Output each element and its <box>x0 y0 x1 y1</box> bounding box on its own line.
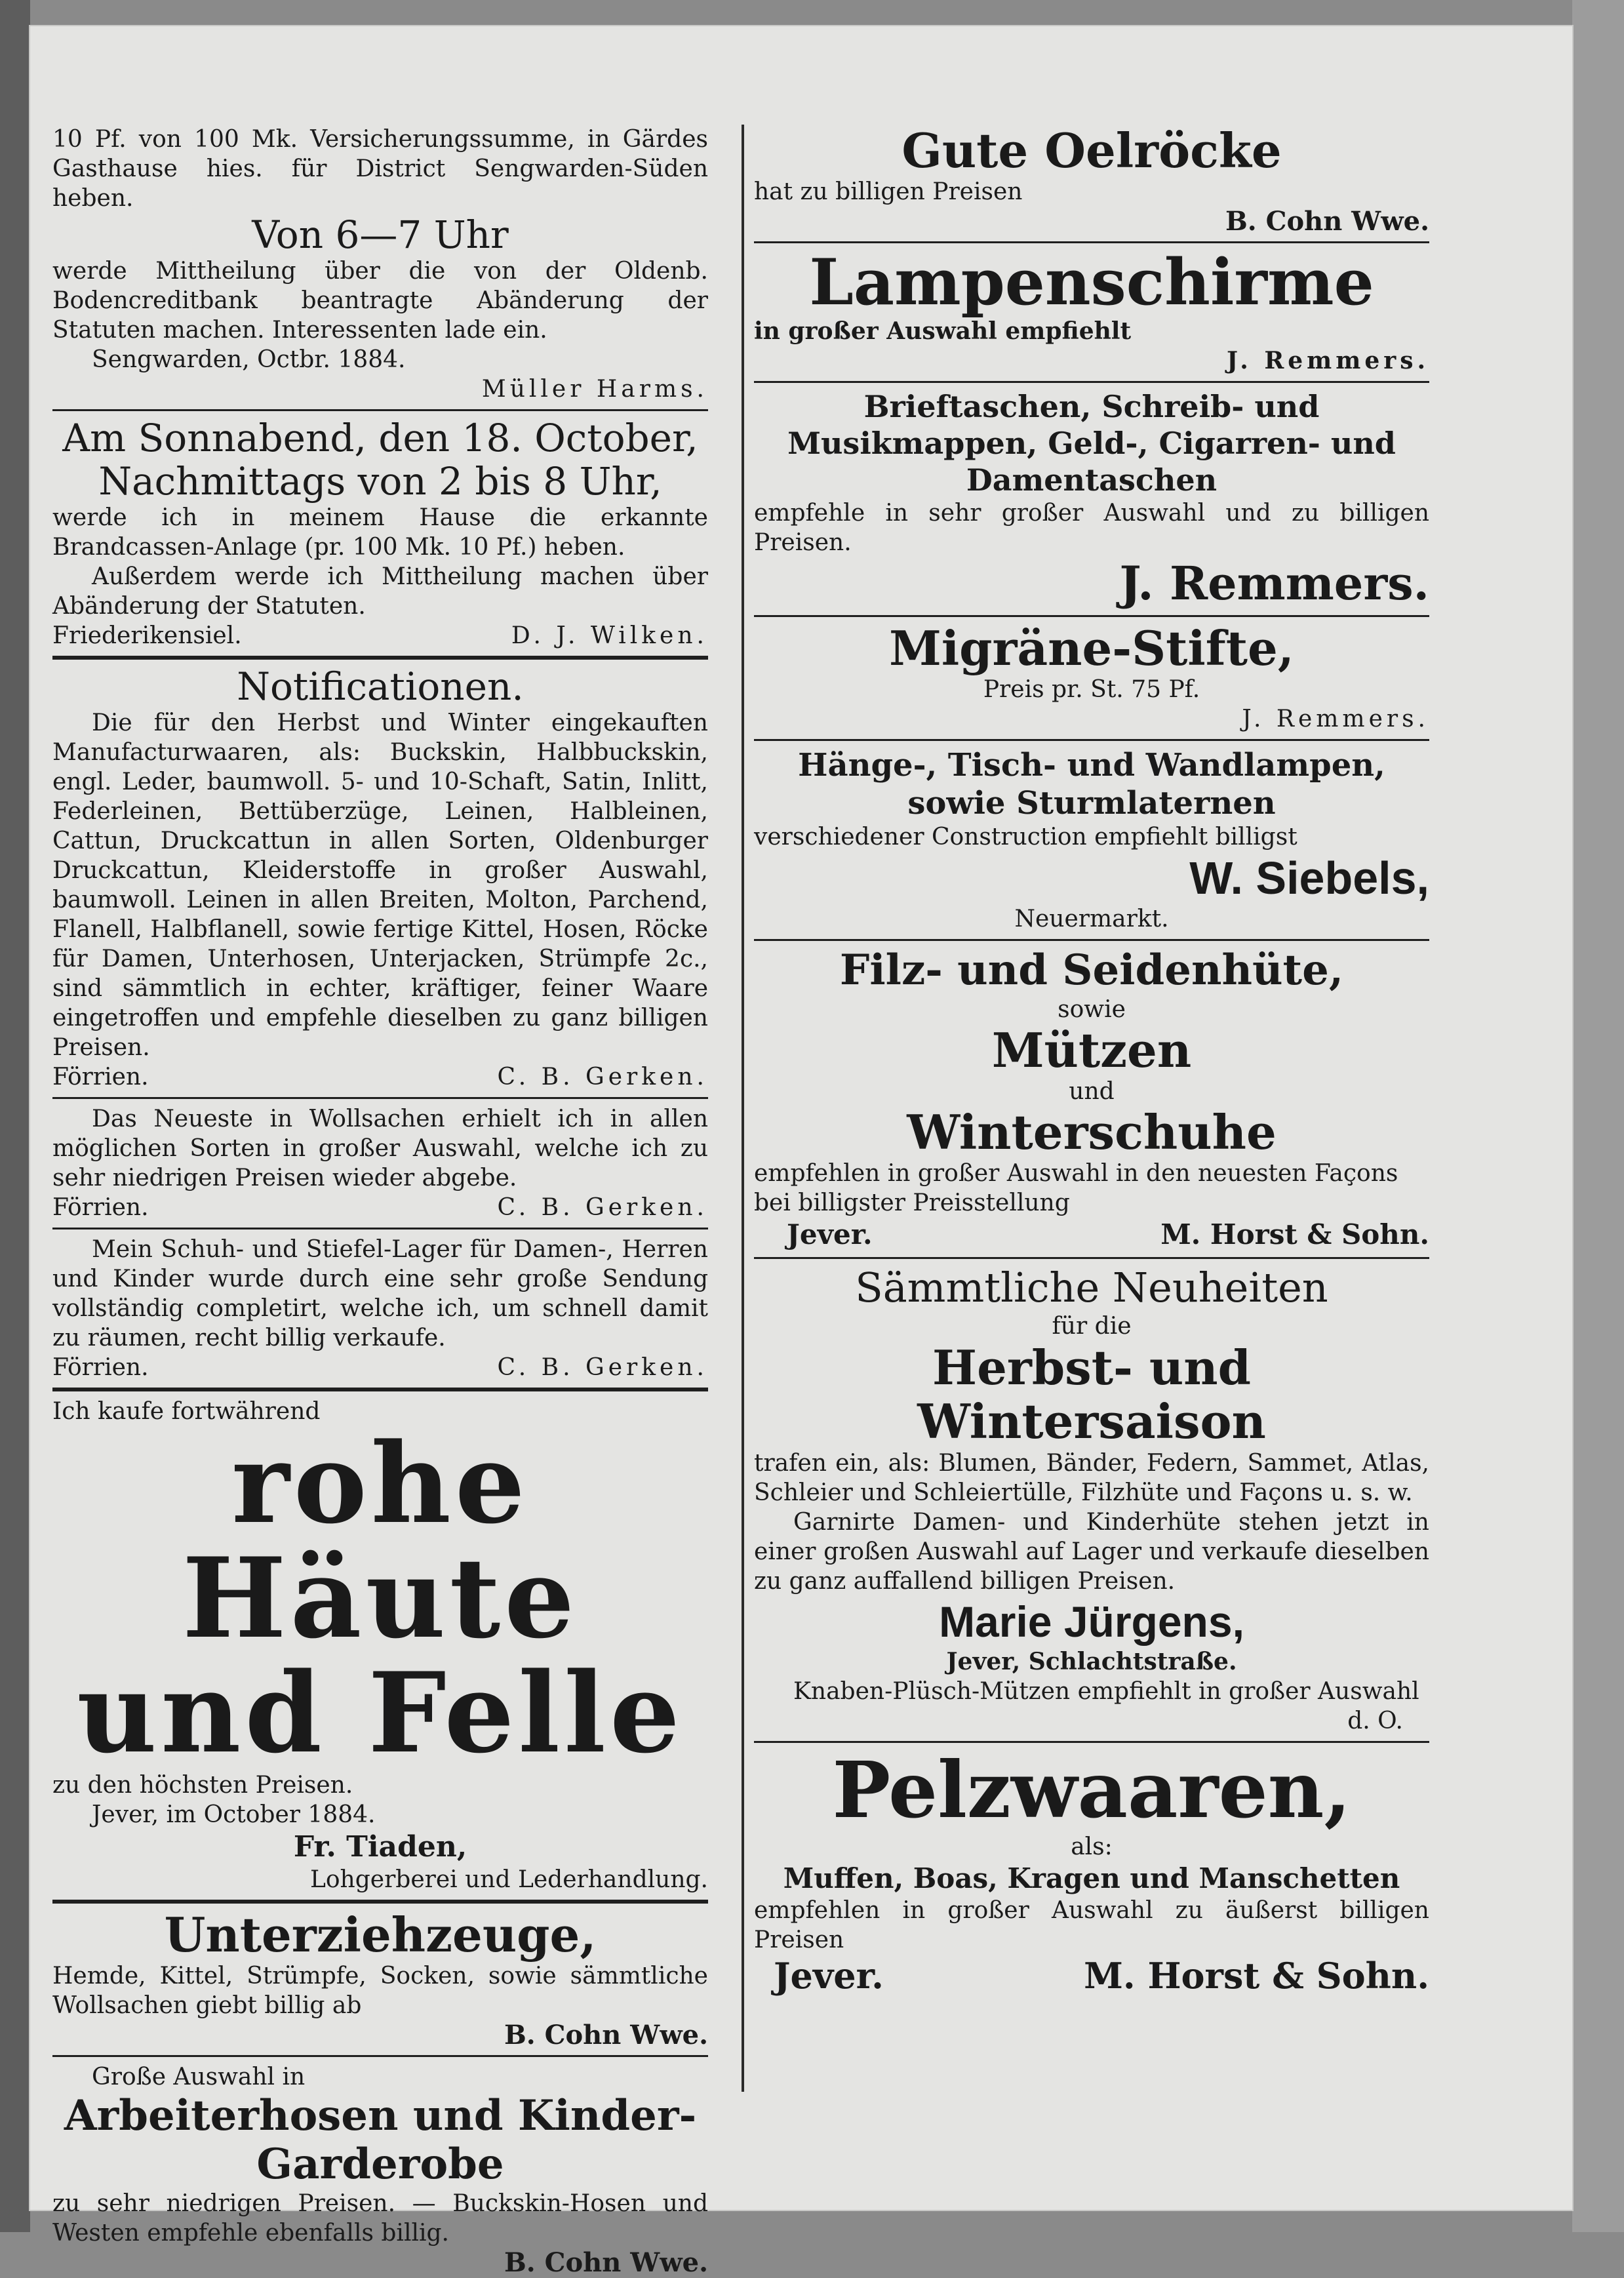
ad-brandcasse <box>52 416 708 650</box>
ad-headline: Am Sonnabend, den 18. October, <box>62 416 698 460</box>
ad-signature: J. Remmers. <box>1227 347 1429 374</box>
ad-heading: Notificationen. <box>237 664 524 709</box>
ad-place: Förrien. <box>52 1354 149 1381</box>
ad-connector: sowie <box>1058 996 1126 1023</box>
ad-heading: Brieftaschen, Schreib- und Musikmappen, Geld-, Cigarren- und Damentaschen <box>787 389 1396 498</box>
ad-pelzwaaren <box>754 1744 1429 1997</box>
ad-separator <box>754 1257 1429 1259</box>
ad-notificationen <box>52 665 708 1092</box>
ad-signature: W. Siebels, <box>1189 852 1429 904</box>
ad-signature-row <box>754 1706 1429 1736</box>
ad-body-text: Das Neueste in Wollsachen erhielt ich in allen möglichen Sorten in großer Auswahl, welche ich zu sehr niedrigen Preisen wieder abgebe. <box>52 1106 708 1191</box>
ad-heading: Herbst- und Wintersaison <box>917 1340 1266 1449</box>
ad-heading: Migräne-Stifte, <box>889 620 1294 676</box>
ad-separator <box>52 656 708 660</box>
ad-place-date: Sengwarden, Octbr. 1884. <box>92 346 406 373</box>
ad-body-text: zu sehr niedrigen Preisen. — Buckskin-Hosen und Westen empfehle ebenfalls billig. <box>52 2190 708 2247</box>
ad-signature-row <box>754 207 1429 236</box>
ad-place: Förrien. <box>52 1064 149 1090</box>
ad-body-text: Die für den Herbst und Winter eingekauften Manufacturwaaren, als: Buckskin, Halbbuckskin, engl. Leder, baumwoll. 5- und 10-Schaft, Satin, Inlitt, Federleinen, Bettüberzüge, Leinen, Halbleinen, Cattun, Druckcattun in allen Sorten, Oldenburger Druckcattun, Kleiderstoffe in großer Auswahl, baumwoll. Leinen in allen Breiten, Molton, Parchend, Flanell, Halbflanell, sowie fertige Kittel, Hosen, Röcke für Damen, Unterhosen, Unterjacken, Strümpfe 2c., sind sämmtlich in echter, kräftiger, feiner Waare eingetroffen und empfehle dieselben zu ganz billigen Preisen. <box>52 709 708 1061</box>
ad-lampenschirme <box>754 245 1429 376</box>
ad-big-heading: rohe Häute <box>182 1418 579 1663</box>
ad-separator <box>52 2055 708 2057</box>
column-divider <box>742 125 744 2092</box>
ad-heading: Gute Oelröcke <box>901 123 1282 178</box>
ad-separator <box>52 1228 708 1229</box>
ad-address: Jever, Schlachtstraße. <box>946 1648 1237 1675</box>
ad-signature-row <box>52 2248 708 2277</box>
ad-heading: Garderobe <box>256 2140 504 2189</box>
ad-signature-row <box>52 1353 708 1382</box>
ad-headline: Nachmittags von 2 bis 8 Uhr, <box>98 459 662 504</box>
ad-body-text: empfehle in sehr großer Auswahl und zu billigen Preisen. <box>754 500 1429 556</box>
ad-place: Friederikensiel. <box>52 622 242 649</box>
ad-place: Förrien. <box>52 1194 149 1221</box>
ad-signature: M. Horst & Sohn. <box>1160 1218 1429 1250</box>
ad-signature-row <box>754 1218 1429 1252</box>
ad-place: Jever. <box>787 1218 873 1250</box>
ad-price: Preis pr. St. 75 Pf. <box>983 676 1200 703</box>
ad-separator <box>52 1388 708 1391</box>
ad-heading: Filz- und Seidenhüte, <box>839 946 1344 995</box>
ad-signature: C. B. Gerken. <box>497 1354 708 1381</box>
ad-signature-row <box>52 374 708 404</box>
ad-heading: Mützen <box>991 1022 1192 1078</box>
ad-body-text: hat zu billigen Preisen <box>754 178 1023 205</box>
ad-signature-row <box>52 621 708 650</box>
ad-signature-row <box>52 1062 708 1092</box>
ad-body-text: trafen ein, als: Blumen, Bänder, Federn, Sammet, Atlas, Schleier und Schleiertülle, Filzhüte und Façons u. s. w. <box>754 1450 1429 1506</box>
ad-heading: Hänge-, Tisch- und Wandlampen, <box>798 747 1385 784</box>
ad-separator <box>52 409 708 411</box>
ad-signature-row <box>754 1955 1429 1997</box>
ad-heading: Unterziehzeuge, <box>164 1907 597 1963</box>
ad-body-text: empfehlen in großer Auswahl zu äußerst billigen Preisen <box>754 1897 1429 1953</box>
ad-signature: Müller Harms. <box>481 376 708 403</box>
left-column <box>52 125 708 2277</box>
ad-lampen-siebels <box>754 746 1429 934</box>
ad-body-text: zu den höchsten Preisen. <box>52 1772 353 1799</box>
ad-signature: J. Remmers. <box>1242 706 1429 732</box>
ad-sengwarden <box>52 125 708 404</box>
ad-body-text: verschiedener Construction empfiehlt billigst <box>754 824 1297 850</box>
ad-heading: Pelzwaaren, <box>832 1744 1351 1835</box>
ad-separator <box>754 615 1429 617</box>
ad-place-date: Jever, im October 1884. <box>92 1801 376 1828</box>
ad-heading: Sämmtliche Neuheiten <box>855 1264 1328 1311</box>
ad-signature: Fr. Tiaden, <box>293 1830 467 1864</box>
ad-body-text: in großer Auswahl empfiehlt <box>754 317 1132 345</box>
ad-wollsachen <box>52 1104 708 1222</box>
ad-separator <box>52 1900 708 1904</box>
ad-signature-row <box>754 346 1429 376</box>
ad-place: Jever. <box>774 1955 884 1997</box>
ad-separator <box>754 1741 1429 1743</box>
ad-pluesch-muetzen <box>754 1677 1429 1736</box>
ad-signature-row <box>754 704 1429 734</box>
ad-brieftaschen <box>754 388 1429 610</box>
ad-signature: C. B. Gerken. <box>497 1194 708 1221</box>
ad-signature: D. J. Wilken. <box>511 622 708 649</box>
scan-edge-left <box>0 0 30 2232</box>
ad-heading: Winterschuhe <box>907 1104 1277 1160</box>
ad-connector: für die <box>1052 1313 1132 1340</box>
ad-heading: sowie Sturmlaternen <box>907 785 1276 822</box>
ad-oelroecke <box>754 125 1429 236</box>
ad-body-text: Außerdem werde ich Mittheilung machen über Abänderung der Statuten. <box>52 563 708 620</box>
ad-signature-row <box>52 1193 708 1222</box>
ad-filz-seidenhuete <box>754 946 1429 1252</box>
newspaper-page <box>30 26 1572 2278</box>
ad-body-text: Mein Schuh- und Stiefel-Lager für Damen-, Herren und Kinder wurde durch eine sehr große Sendung vollständig completirt, welche ich, um schnell damit zu räumen, recht billig verkaufe. <box>52 1236 708 1351</box>
ad-separator <box>754 241 1429 243</box>
ad-signature: B. Cohn Wwe. <box>504 2247 708 2278</box>
ad-big-heading: und Felle <box>77 1648 684 1778</box>
ad-address: Neuermarkt. <box>1014 906 1169 932</box>
ad-separator <box>754 381 1429 383</box>
right-column <box>754 125 1429 1997</box>
ad-body-text: werde Mittheilung über die von der Oldenb. Bodencreditbank beantragte Abänderung der Statuten machen. Interessenten lade ein. <box>52 258 708 344</box>
ad-connector: als: <box>1071 1833 1113 1860</box>
ad-separator <box>754 739 1429 741</box>
ad-signature: M. Horst & Sohn. <box>1084 1955 1429 1997</box>
ad-connector: und <box>1069 1078 1115 1105</box>
ad-signature: Marie Jürgens, <box>939 1597 1244 1646</box>
ad-intro-text: Ich kaufe fortwährend <box>52 1398 321 1425</box>
ad-business: Lohgerberei und Lederhandlung. <box>309 1866 708 1893</box>
ad-separator <box>52 1097 708 1099</box>
ad-body-text: werde ich in meinem Hause die erkannte Brandcassen-Anlage (pr. 100 Mk. 10 Pf.) heben. <box>52 504 708 561</box>
ad-body-text: Hemde, Kittel, Strümpfe, Socken, sowie sämmtliche Wollsachen giebt billig ab <box>52 1963 708 2019</box>
ad-items: Muffen, Boas, Kragen und Manschetten <box>783 1862 1400 1894</box>
ad-body-text: Knaben-Plüsch-Mützen empfiehlt in großer Auswahl <box>793 1678 1419 1705</box>
ad-haeute-felle <box>52 1397 708 1894</box>
ad-signature: d. O. <box>1347 1708 1403 1734</box>
ad-signature: B. Cohn Wwe. <box>1225 206 1429 237</box>
ad-signature: J. Remmers. <box>1119 556 1429 610</box>
ad-heading: Lampenschirme <box>809 245 1374 319</box>
ad-intro-text: Große Auswahl in <box>92 2064 306 2090</box>
ad-separator <box>754 939 1429 941</box>
ad-body-text: Garnirte Damen- und Kinderhüte stehen jetzt in einer großen Auswahl auf Lager und verkaufe dieselben zu ganz auffallend billigen Preisen. <box>754 1509 1429 1595</box>
ad-signature: B. Cohn Wwe. <box>504 2020 708 2050</box>
ad-arbeiterhosen <box>52 2062 708 2277</box>
ad-intro-text: 10 Pf. von 100 Mk. Versicherungssumme, in Gärdes Gasthause hies. für District Sengwarden-Süden heben. <box>52 126 708 212</box>
ad-signature: C. B. Gerken. <box>497 1064 708 1090</box>
ad-time-heading: Von 6—7 Uhr <box>252 212 509 257</box>
ad-unterziehzeuge <box>52 1909 708 2050</box>
ad-signature-row <box>52 2020 708 2050</box>
ad-body-text: empfehlen in großer Auswahl in den neuesten Façons bei billigster Preisstellung <box>754 1160 1398 1216</box>
ad-migraene-stifte <box>754 622 1429 734</box>
ad-heading: Arbeiterhosen und Kinder- <box>64 2091 697 2140</box>
scan-edge-right <box>1572 0 1624 2232</box>
ad-neuheiten <box>754 1264 1429 1677</box>
ad-schuh-lager <box>52 1235 708 1382</box>
